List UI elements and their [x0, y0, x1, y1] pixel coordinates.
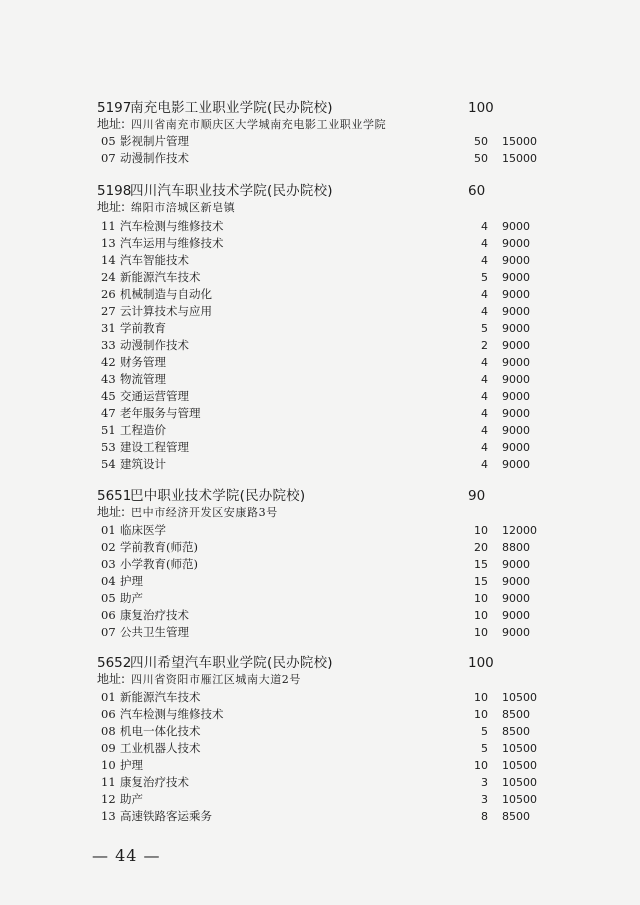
address-text: 四川省资阳市雁江区城南大道2号 [131, 673, 301, 686]
major-row [0, 774, 640, 791]
major-name: 学前教育 [120, 321, 166, 335]
major-name: 建设工程管理 [120, 440, 189, 454]
major-quota: 4 [481, 441, 488, 454]
major-name: 新能源汽车技术 [120, 270, 201, 284]
major-quota: 5 [481, 322, 488, 335]
major-quota: 4 [481, 458, 488, 471]
major-name: 机电一体化技术 [120, 724, 201, 738]
major-code: 26 [101, 287, 116, 301]
school-code: 5651 [97, 488, 132, 504]
school-name: 四川汽车职业技术学院(民办院校) [130, 183, 333, 199]
major-row [0, 757, 640, 774]
major-name: 云计算技术与应用 [120, 304, 212, 318]
school-header [0, 653, 640, 673]
major-quota: 10 [474, 524, 488, 537]
major-fee: 9000 [502, 305, 530, 318]
major-fee: 10500 [502, 742, 537, 755]
major-row [0, 218, 640, 235]
major-row [0, 337, 640, 354]
major-quota: 10 [474, 708, 488, 721]
major-code: 13 [101, 809, 116, 823]
major-name: 工业机器人技术 [120, 741, 201, 755]
major-code: 51 [101, 423, 116, 437]
major-code: 47 [101, 406, 116, 420]
major-quota: 15 [474, 575, 488, 588]
major-quota: 10 [474, 626, 488, 639]
major-name: 财务管理 [120, 355, 166, 369]
major-fee: 8500 [502, 708, 530, 721]
major-fee: 10500 [502, 691, 537, 704]
school-code: 5652 [97, 655, 132, 671]
major-code: 43 [101, 372, 116, 386]
major-row [0, 252, 640, 269]
school-address [0, 199, 640, 216]
major-code: 10 [101, 758, 116, 772]
address-text: 绵阳市涪城区新皂镇 [131, 201, 236, 214]
major-fee: 9000 [502, 356, 530, 369]
major-row [0, 808, 640, 825]
major-row [0, 269, 640, 286]
major-quota: 10 [474, 592, 488, 605]
major-code: 11 [101, 219, 116, 233]
school-name: 巴中职业技术学院(民办院校) [130, 488, 306, 504]
major-name: 汽车检测与维修技术 [120, 219, 224, 233]
major-quota: 20 [474, 541, 488, 554]
major-name: 助产 [120, 591, 143, 605]
major-name: 学前教育(师范) [120, 540, 198, 554]
major-quota: 4 [481, 237, 488, 250]
school-address [0, 116, 640, 133]
major-code: 04 [101, 574, 116, 588]
major-fee: 12000 [502, 524, 537, 537]
major-code: 03 [101, 557, 116, 571]
school-address [0, 504, 640, 521]
major-name: 护理 [120, 574, 143, 588]
major-quota: 4 [481, 424, 488, 437]
major-quota: 50 [474, 152, 488, 165]
major-fee: 9000 [502, 322, 530, 335]
major-quota: 10 [474, 691, 488, 704]
school-header [0, 486, 640, 506]
major-name: 影视制片管理 [120, 134, 189, 148]
major-code: 13 [101, 236, 116, 250]
major-quota: 4 [481, 407, 488, 420]
major-name: 建筑设计 [120, 457, 166, 471]
major-name: 助产 [120, 792, 143, 806]
major-quota: 5 [481, 725, 488, 738]
major-fee: 9000 [502, 271, 530, 284]
major-fee: 9000 [502, 558, 530, 571]
major-name: 高速铁路客运乘务 [120, 809, 212, 823]
address-label: 地址: [97, 672, 126, 686]
major-row [0, 235, 640, 252]
major-quota: 4 [481, 373, 488, 386]
major-row [0, 607, 640, 624]
major-code: 07 [101, 151, 116, 165]
major-row [0, 539, 640, 556]
major-code: 09 [101, 741, 116, 755]
major-code: 45 [101, 389, 116, 403]
major-fee: 9000 [502, 390, 530, 403]
major-quota: 4 [481, 254, 488, 267]
school-quota: 90 [468, 488, 486, 504]
major-code: 54 [101, 457, 116, 471]
major-code: 53 [101, 440, 116, 454]
major-code: 05 [101, 591, 116, 605]
major-row [0, 439, 640, 456]
major-quota: 50 [474, 135, 488, 148]
school-name: 南充电影工业职业学院(民办院校) [130, 100, 333, 116]
major-row [0, 740, 640, 757]
major-fee: 9000 [502, 254, 530, 267]
major-row [0, 573, 640, 590]
major-name: 小学教育(师范) [120, 557, 198, 571]
major-quota: 4 [481, 220, 488, 233]
major-code: 14 [101, 253, 116, 267]
major-fee: 9000 [502, 339, 530, 352]
major-fee: 9000 [502, 220, 530, 233]
school-code: 5198 [97, 183, 132, 199]
school-quota: 60 [468, 183, 486, 199]
major-name: 护理 [120, 758, 143, 772]
major-row [0, 723, 640, 740]
major-row [0, 371, 640, 388]
major-name: 动漫制作技术 [120, 338, 189, 352]
major-quota: 4 [481, 288, 488, 301]
major-fee: 9000 [502, 575, 530, 588]
major-name: 动漫制作技术 [120, 151, 189, 165]
major-name: 汽车运用与维修技术 [120, 236, 224, 250]
school-address [0, 671, 640, 688]
school-code: 5197 [97, 100, 132, 116]
major-fee: 9000 [502, 407, 530, 420]
major-fee: 10500 [502, 776, 537, 789]
major-fee: 9000 [502, 237, 530, 250]
address-label: 地址: [97, 200, 126, 214]
major-name: 老年服务与管理 [120, 406, 201, 420]
major-fee: 8500 [502, 810, 530, 823]
school-header [0, 181, 640, 201]
major-row [0, 422, 640, 439]
major-fee: 10500 [502, 793, 537, 806]
address-text: 四川省南充市顺庆区大学城南充电影工业职业学院 [131, 118, 387, 131]
major-code: 12 [101, 792, 116, 806]
major-row [0, 689, 640, 706]
major-fee: 15000 [502, 152, 537, 165]
major-fee: 9000 [502, 288, 530, 301]
major-code: 01 [101, 690, 116, 704]
major-name: 交通运营管理 [120, 389, 189, 403]
major-code: 06 [101, 707, 116, 721]
major-fee: 9000 [502, 424, 530, 437]
major-row [0, 133, 640, 150]
major-fee: 9000 [502, 458, 530, 471]
major-quota: 4 [481, 390, 488, 403]
major-quota: 15 [474, 558, 488, 571]
school-header [0, 98, 640, 118]
major-quota: 4 [481, 305, 488, 318]
major-name: 机械制造与自动化 [120, 287, 212, 301]
major-quota: 4 [481, 356, 488, 369]
major-row [0, 405, 640, 422]
major-quota: 3 [481, 793, 488, 806]
major-fee: 8500 [502, 725, 530, 738]
major-name: 新能源汽车技术 [120, 690, 201, 704]
major-quota: 2 [481, 339, 488, 352]
major-quota: 10 [474, 609, 488, 622]
major-name: 康复治疗技术 [120, 775, 189, 789]
major-fee: 15000 [502, 135, 537, 148]
major-code: 05 [101, 134, 116, 148]
major-name: 康复治疗技术 [120, 608, 189, 622]
major-fee: 9000 [502, 626, 530, 639]
major-row [0, 624, 640, 641]
major-quota: 5 [481, 271, 488, 284]
major-code: 08 [101, 724, 116, 738]
major-row [0, 522, 640, 539]
major-name: 工程造价 [120, 423, 166, 437]
major-quota: 5 [481, 742, 488, 755]
major-code: 24 [101, 270, 116, 284]
major-quota: 8 [481, 810, 488, 823]
major-name: 汽车检测与维修技术 [120, 707, 224, 721]
major-row [0, 320, 640, 337]
major-name: 临床医学 [120, 523, 166, 537]
major-row [0, 354, 640, 371]
major-code: 33 [101, 338, 116, 352]
major-row [0, 556, 640, 573]
major-row [0, 791, 640, 808]
major-row [0, 150, 640, 167]
major-code: 42 [101, 355, 116, 369]
major-row [0, 303, 640, 320]
major-code: 06 [101, 608, 116, 622]
school-quota: 100 [468, 655, 494, 671]
address-label: 地址: [97, 505, 126, 519]
school-name: 四川希望汽车职业学院(民办院校) [130, 655, 333, 671]
major-name: 公共卫生管理 [120, 625, 189, 639]
major-fee: 9000 [502, 441, 530, 454]
major-code: 27 [101, 304, 116, 318]
major-name: 物流管理 [120, 372, 166, 386]
page-number: — 44 — [92, 846, 161, 865]
major-fee: 9000 [502, 609, 530, 622]
major-row [0, 388, 640, 405]
address-text: 巴中市经济开发区安康路3号 [131, 506, 278, 519]
major-fee: 9000 [502, 373, 530, 386]
major-row [0, 590, 640, 607]
major-fee: 8800 [502, 541, 530, 554]
major-code: 02 [101, 540, 116, 554]
address-label: 地址: [97, 117, 126, 131]
major-fee: 10500 [502, 759, 537, 772]
major-code: 31 [101, 321, 116, 335]
major-row [0, 286, 640, 303]
major-code: 11 [101, 775, 116, 789]
major-row [0, 456, 640, 473]
school-quota: 100 [468, 100, 494, 116]
major-code: 07 [101, 625, 116, 639]
major-quota: 10 [474, 759, 488, 772]
major-name: 汽车智能技术 [120, 253, 189, 267]
major-row [0, 706, 640, 723]
major-fee: 9000 [502, 592, 530, 605]
major-quota: 3 [481, 776, 488, 789]
major-code: 01 [101, 523, 116, 537]
